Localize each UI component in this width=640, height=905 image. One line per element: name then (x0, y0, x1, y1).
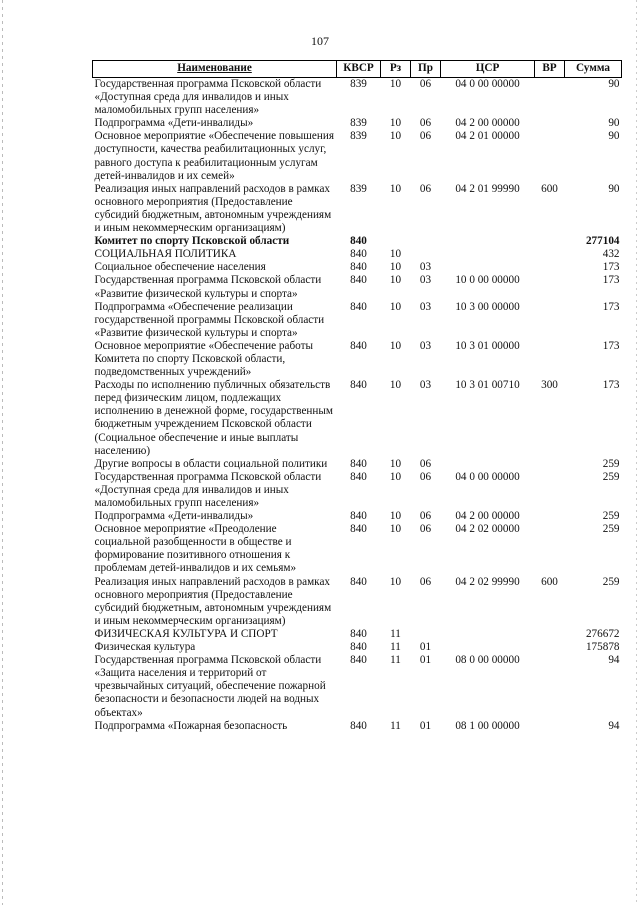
table-row (93, 641, 622, 654)
header-csr: ЦСР (441, 61, 535, 78)
row-name-cell: Реализация иных направлений расходов в рамках основного мероприятия (Предоставление субсидий бюджетным, автономным учреждениям и иным некоммерческим организациям) (94, 575, 332, 627)
row-pr-cell: 06 (419, 457, 432, 470)
row-csr-cell (441, 641, 535, 654)
row-sum-cell: 432 (602, 248, 620, 261)
row-rz-cell: 10 (389, 339, 402, 352)
row-kvsr-cell: 840 (350, 719, 367, 732)
table-body (93, 78, 622, 733)
row-name-cell: Подпрограмма «Обеспечение реализации государственной программы Псковской области «Развитие физической культуры и спорта» (94, 300, 325, 339)
row-rz-cell: 10 (389, 130, 402, 143)
row-vr-cell (535, 523, 565, 575)
scan-edge-left (2, 0, 3, 905)
row-kvsr-cell: 840 (350, 248, 367, 261)
row-kvsr-cell: 840 (350, 510, 367, 523)
row-rz-cell: 11 (390, 719, 401, 732)
row-pr-cell: 06 (419, 78, 432, 90)
row-csr-cell: 04 2 00 00000 (455, 117, 520, 130)
table-row (93, 576, 622, 628)
row-name-cell: Комитет по спорту Псковской области (94, 235, 290, 248)
table-header-row (93, 61, 622, 78)
row-sum-cell: 259 (602, 523, 620, 536)
row-kvsr-cell: 840 (350, 261, 367, 274)
row-pr-cell (411, 628, 441, 641)
row-vr-cell (535, 471, 565, 510)
row-name-cell: Подпрограмма «Дети-инвалиды» (94, 510, 254, 523)
row-pr-cell (411, 235, 441, 248)
row-name-cell: Социальное обеспечение населения (94, 261, 266, 274)
row-csr-cell: 04 2 01 00000 (455, 130, 520, 143)
row-kvsr-cell: 839 (350, 78, 367, 90)
row-kvsr-cell: 840 (350, 457, 367, 470)
row-sum-cell: 90 (608, 130, 620, 143)
row-kvsr-cell: 840 (350, 470, 367, 483)
row-kvsr-cell: 840 (350, 235, 367, 248)
row-csr-cell (441, 235, 535, 248)
table-row (93, 261, 622, 274)
row-sum-cell: 259 (602, 457, 620, 470)
row-vr-cell (535, 654, 565, 719)
row-pr-cell: 06 (419, 182, 432, 195)
row-pr-cell: 03 (419, 339, 432, 352)
row-name-cell: Основное мероприятие «Обеспечение работы Комитета по спорту Псковской области, подведомственных учреждений» (94, 339, 314, 379)
header-vr: ВР (535, 61, 565, 78)
row-sum-cell: 173 (602, 379, 620, 392)
row-sum-cell: 277104 (585, 235, 620, 248)
row-sum-cell: 94 (608, 719, 620, 732)
table-row (93, 654, 622, 719)
row-vr-cell (535, 248, 565, 261)
row-pr-cell: 06 (419, 523, 432, 536)
table-row (93, 720, 622, 733)
row-name-cell: Основное мероприятие «Преодоление социальной разобщенности в обществе и формирование позитивного отношения к проблемам детей-инвалидов и их семьям» (94, 523, 297, 575)
row-rz-cell: 10 (389, 470, 402, 483)
row-rz-cell: 10 (389, 575, 402, 588)
row-pr-cell: 03 (419, 379, 432, 392)
row-pr-cell: 06 (419, 575, 432, 588)
header-pr: Пр (411, 61, 441, 78)
row-pr-cell: 01 (419, 719, 432, 732)
row-rz-cell: 10 (389, 248, 402, 261)
row-kvsr-cell: 839 (350, 130, 367, 143)
row-csr-cell: 10 3 01 00000 (455, 339, 520, 352)
row-rz-cell: 10 (389, 261, 402, 274)
row-rz-cell: 10 (389, 379, 402, 392)
row-kvsr-cell: 840 (350, 274, 367, 287)
row-kvsr-cell: 840 (350, 654, 367, 667)
row-pr-cell: 06 (419, 510, 432, 523)
table-row (93, 458, 622, 471)
row-csr-cell (441, 458, 535, 471)
row-kvsr-cell: 839 (350, 117, 367, 130)
table-row (93, 130, 622, 182)
row-sum-cell: 173 (602, 261, 620, 274)
table-row (93, 248, 622, 261)
row-vr-cell: 600 (541, 182, 558, 195)
row-kvsr-cell: 840 (350, 339, 367, 352)
row-rz-cell: 11 (390, 654, 401, 667)
header-sum: Сумма (565, 61, 622, 78)
row-csr-cell (441, 261, 535, 274)
row-csr-cell: 04 2 02 99990 (455, 575, 520, 588)
row-csr-cell: 10 0 00 00000 (455, 274, 520, 287)
table-row (93, 301, 622, 340)
row-sum-cell: 259 (602, 510, 620, 523)
row-sum-cell: 90 (608, 78, 620, 90)
header-rz: Рз (381, 61, 411, 78)
row-csr-cell: 04 2 00 00000 (455, 510, 520, 523)
row-pr-cell: 06 (419, 470, 432, 483)
row-name-cell: Расходы по исполнению публичных обязательств перед физическим лицом, подлежащих исполнению в денежной форме, государственным бюджетным учреждением Псковской области (Социальное обеспечение и иные выплаты населению) (94, 379, 333, 457)
header-name: Наименование (93, 61, 337, 78)
row-name-cell: Основное мероприятие «Обеспечение повышения доступности, качества реабилитационных услуг, равного доступа к реабилитационным услугам детей-инвалидов и их семей» (94, 130, 334, 182)
row-rz-cell: 10 (389, 523, 402, 536)
row-csr-cell: 04 2 01 99990 (455, 182, 520, 195)
row-vr-cell (535, 117, 565, 130)
row-vr-cell: 600 (541, 575, 558, 588)
row-kvsr-cell: 839 (350, 182, 367, 195)
row-csr-cell (441, 248, 535, 261)
row-kvsr-cell: 840 (350, 627, 367, 640)
table-row (93, 471, 622, 510)
table-row (93, 78, 622, 118)
table-row (93, 379, 622, 458)
row-sum-cell: 175878 (585, 641, 620, 654)
row-csr-cell: 08 1 00 00000 (455, 719, 520, 732)
row-name-cell: Государственная программа Псковской области «Доступная среда для инвалидов и иных маломобильных групп населения» (94, 78, 322, 117)
row-sum-cell: 94 (608, 654, 620, 667)
row-pr-cell: 03 (419, 300, 432, 313)
table-row (93, 523, 622, 575)
row-rz-cell: 10 (389, 457, 402, 470)
row-vr-cell (535, 301, 565, 340)
row-vr-cell (535, 720, 565, 733)
row-rz-cell: 10 (389, 300, 402, 313)
row-sum-cell: 173 (602, 339, 620, 352)
row-rz-cell (381, 235, 411, 248)
row-vr-cell (535, 78, 565, 118)
row-name-cell: Подпрограмма «Пожарная безопасность (94, 719, 288, 732)
row-csr-cell: 04 0 00 00000 (455, 470, 520, 483)
row-kvsr-cell: 840 (350, 379, 367, 392)
row-name-cell: Подпрограмма «Дети-инвалиды» (94, 117, 254, 130)
row-name-cell: ФИЗИЧЕСКАЯ КУЛЬТУРА И СПОРТ (94, 627, 278, 640)
row-name-cell: Реализация иных направлений расходов в рамках основного мероприятия (Предоставление субсидий бюджетным, автономным учреждениям и иным некоммерческим организациям) (94, 182, 332, 235)
row-kvsr-cell: 840 (350, 575, 367, 588)
row-csr-cell: 10 3 00 00000 (455, 300, 520, 313)
row-csr-cell: 04 2 02 00000 (455, 523, 520, 536)
row-sum-cell: 173 (602, 274, 620, 287)
row-kvsr-cell: 840 (350, 523, 367, 536)
scan-edge-right (636, 0, 637, 905)
table-row (93, 510, 622, 523)
row-rz-cell: 10 (389, 117, 402, 130)
row-sum-cell: 259 (602, 470, 620, 483)
row-vr-cell (535, 641, 565, 654)
row-vr-cell (535, 235, 565, 248)
row-pr-cell (411, 248, 441, 261)
row-kvsr-cell: 840 (350, 300, 367, 313)
table-row (93, 117, 622, 130)
row-sum-cell: 173 (602, 300, 620, 313)
row-rz-cell: 11 (390, 641, 401, 654)
row-pr-cell: 01 (419, 641, 432, 654)
row-vr-cell (535, 130, 565, 182)
row-vr-cell (535, 340, 565, 379)
row-name-cell: Государственная программа Псковской области «Развитие физической культуры и спорта» (94, 274, 322, 300)
row-vr-cell (535, 261, 565, 274)
row-rz-cell: 11 (390, 627, 401, 640)
row-sum-cell: 259 (602, 575, 620, 588)
row-sum-cell: 90 (608, 182, 620, 195)
row-name-cell: СОЦИАЛЬНАЯ ПОЛИТИКА (94, 248, 237, 261)
header-kvsr: КВСР (337, 61, 381, 78)
budget-table (92, 60, 622, 733)
table-row (93, 235, 622, 248)
row-rz-cell: 10 (389, 182, 402, 195)
row-kvsr-cell: 840 (350, 641, 367, 654)
table-row (93, 274, 622, 300)
table-row (93, 183, 622, 235)
row-vr-cell (535, 628, 565, 641)
row-rz-cell: 10 (389, 274, 402, 287)
row-rz-cell: 10 (389, 78, 402, 90)
row-pr-cell: 03 (419, 261, 432, 274)
row-vr-cell (535, 458, 565, 471)
row-vr-cell: 300 (541, 379, 558, 392)
row-rz-cell: 10 (389, 510, 402, 523)
row-name-cell: Другие вопросы в области социальной политики (94, 457, 328, 470)
row-pr-cell: 06 (419, 130, 432, 143)
row-name-cell: Государственная программа Псковской области «Защита населения и территорий от чрезвычайных ситуаций, обеспечение пожарной безопасности и безопасности людей на водных объектах» (94, 654, 326, 719)
row-vr-cell (535, 274, 565, 300)
row-name-cell: Государственная программа Псковской области «Доступная среда для инвалидов и иных маломобильных групп населения» (94, 470, 322, 509)
page-number: 107 (311, 34, 329, 48)
table-row (93, 628, 622, 641)
row-pr-cell: 01 (419, 654, 432, 667)
row-csr-cell: 08 0 00 00000 (455, 654, 520, 667)
row-csr-cell (441, 628, 535, 641)
row-vr-cell (535, 510, 565, 523)
row-pr-cell: 06 (419, 117, 432, 130)
row-csr-cell: 10 3 01 00710 (455, 379, 520, 392)
table-row (93, 340, 622, 379)
row-sum-cell: 276672 (585, 627, 620, 640)
row-name-cell: Физическая культура (94, 641, 196, 654)
row-pr-cell: 03 (419, 274, 432, 287)
row-csr-cell: 04 0 00 00000 (455, 78, 520, 90)
row-sum-cell: 90 (608, 117, 620, 130)
